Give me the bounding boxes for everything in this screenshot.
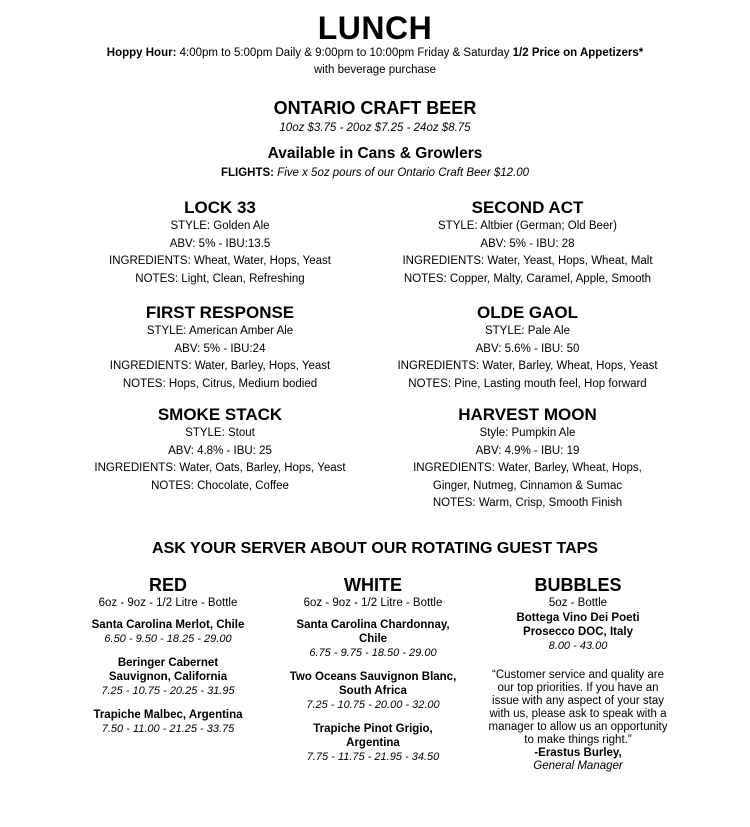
wine-item-name: Beringer Cabernet Sauvignon, California (108, 657, 228, 683)
wine-white-title: WHITE (344, 575, 402, 595)
beer-style: STYLE: Pale Ale (484, 325, 571, 337)
craft-beer-sizes: 10oz $3.75 - 20oz $7.25 - 24oz $8.75 (279, 122, 471, 134)
beer-abv: ABV: 5% - IBU:13.5 (169, 237, 271, 250)
wine-item-name: Santa Carolina Chardonnay, Chile (296, 619, 450, 645)
wine-white-sizes: 6oz - 9oz - 1/2 Litre - Bottle (303, 597, 443, 609)
beer-harvest-moon (395, 405, 660, 513)
beer-name: OLDE GAOL (476, 303, 579, 322)
flights-text: Five x 5oz pours of our Ontario Craft Beer $12.00 (273, 167, 530, 179)
beer-second-act (395, 198, 660, 288)
beer-ingredients-cont: Ginger, Nutmeg, Cinnamon & Sumac (432, 479, 623, 492)
beer-name: SECOND ACT (471, 198, 584, 217)
hoppy-hour-times: 4:00pm to 5:00pm Daily & 9:00pm to 10:00pm Friday & Saturday (176, 47, 513, 59)
wine-item-name: Bottega Vino Dei Poeti Prosecco DOC, Italy (516, 612, 640, 638)
beer-abv: ABV: 4.9% - IBU: 19 (475, 444, 580, 457)
wine-bubbles-sizes: 5oz - Bottle (548, 597, 608, 609)
beer-lock-33 (105, 198, 335, 288)
cans-growlers: Available in Cans & Growlers (267, 145, 483, 162)
beer-abv: ABV: 4.8% - IBU: 25 (168, 444, 272, 457)
beer-smoke-stack (75, 405, 365, 495)
beer-ingredients: INGREDIENTS: Water, Oats, Barley, Hops, Yeast (94, 462, 346, 474)
wine-item-name: Two Oceans Sauvignon Blanc, South Africa (289, 671, 457, 697)
craft-beer-title: ONTARIO CRAFT BEER (273, 98, 477, 118)
beer-style: STYLE: Stout (185, 427, 255, 439)
manager-quote: “Customer service and quality are our top priorities. If you have an issue with any aspect of your stay with us, please ask to speak with a manager to allow us an opportunity to make things right.” (488, 669, 668, 746)
guest-taps-heading: ASK YOUR SERVER ABOUT OUR ROTATING GUEST TAPS (152, 540, 598, 557)
hoppy-hour-label: Hoppy Hour: (106, 47, 177, 59)
beer-style: STYLE: Golden Ale (170, 220, 270, 232)
hoppy-hour-deal: 1/2 Price on Appetizers* (512, 47, 644, 59)
beer-name: HARVEST MOON (458, 405, 597, 424)
wine-item-price: 8.00 - 43.00 (548, 640, 608, 652)
beer-name: FIRST RESPONSE (145, 303, 295, 322)
wine-red-column (68, 574, 268, 736)
flights-line (0, 165, 750, 182)
beer-notes: NOTES: Hops, Citrus, Medium bodied (122, 377, 318, 390)
beer-notes: NOTES: Copper, Malty, Caramel, Apple, Smooth (403, 272, 652, 285)
beer-ingredients: INGREDIENTS: Water, Barley, Hops, Yeast (109, 360, 331, 372)
beer-style: STYLE: American Amber Ale (146, 325, 294, 337)
beer-abv: ABV: 5% - IBU: 28 (480, 237, 575, 250)
beer-style: Style: Pumpkin Ale (479, 427, 576, 439)
wine-item-name: Santa Carolina Merlot, Chile (91, 619, 245, 631)
wine-item-price: 7.50 - 11.00 - 21.25 - 33.75 (101, 723, 235, 735)
beer-abv: ABV: 5% - IBU:24 (174, 342, 266, 355)
wine-red-title: RED (148, 575, 187, 595)
hoppy-hour-line (0, 45, 750, 62)
beer-notes: NOTES: Chocolate, Coffee (151, 479, 289, 492)
wine-item-price: 6.50 - 9.50 - 18.25 - 29.00 (104, 633, 232, 645)
beer-ingredients: INGREDIENTS: Water, Barley, Wheat, Hops, (413, 462, 642, 474)
beer-notes: NOTES: Light, Clean, Refreshing (135, 272, 305, 285)
beer-notes: NOTES: Pine, Lasting mouth feel, Hop forward (408, 377, 647, 390)
page-title: LUNCH (317, 10, 433, 46)
wine-bubbles-column (478, 574, 678, 773)
wine-item-price: 7.25 - 10.75 - 20.25 - 31.95 (101, 685, 235, 697)
wine-bubbles-title: BUBBLES (534, 575, 622, 595)
beer-olde-gaol (395, 303, 660, 393)
quote-author: -Erastus Burley, (534, 747, 622, 759)
beer-notes: NOTES: Warm, Crisp, Smooth Finish (432, 497, 623, 509)
beer-first-response (105, 303, 335, 393)
wine-item-name: Trapiche Pinot Grigio, Argentina (313, 723, 433, 749)
wine-item-name: Trapiche Malbec, Argentina (93, 709, 243, 721)
quote-author-role: General Manager (533, 760, 623, 772)
wine-item-price: 6.75 - 9.75 - 18.50 - 29.00 (309, 647, 437, 659)
beer-ingredients: INGREDIENTS: Wheat, Water, Hops, Yeast (109, 255, 331, 267)
hoppy-hour-note: with beverage purchase (313, 64, 437, 76)
beer-ingredients: INGREDIENTS: Water, Barley, Wheat, Hops, Yeast (397, 360, 658, 372)
wine-red-sizes: 6oz - 9oz - 1/2 Litre - Bottle (98, 597, 238, 609)
wine-item-price: 7.75 - 11.75 - 21.95 - 34.50 (306, 751, 440, 763)
beer-name: SMOKE STACK (157, 405, 283, 424)
beer-ingredients: INGREDIENTS: Water, Yeast, Hops, Wheat, Malt (402, 255, 653, 267)
beer-abv: ABV: 5.6% - IBU: 50 (475, 342, 580, 355)
wine-white-column (273, 574, 473, 764)
wine-item-price: 7.25 - 10.75 - 20.00 - 32.00 (306, 699, 440, 711)
flights-label: FLIGHTS: (220, 167, 274, 179)
beer-name: LOCK 33 (184, 198, 256, 217)
beer-style: STYLE: Altbier (German; Old Beer) (438, 220, 617, 232)
